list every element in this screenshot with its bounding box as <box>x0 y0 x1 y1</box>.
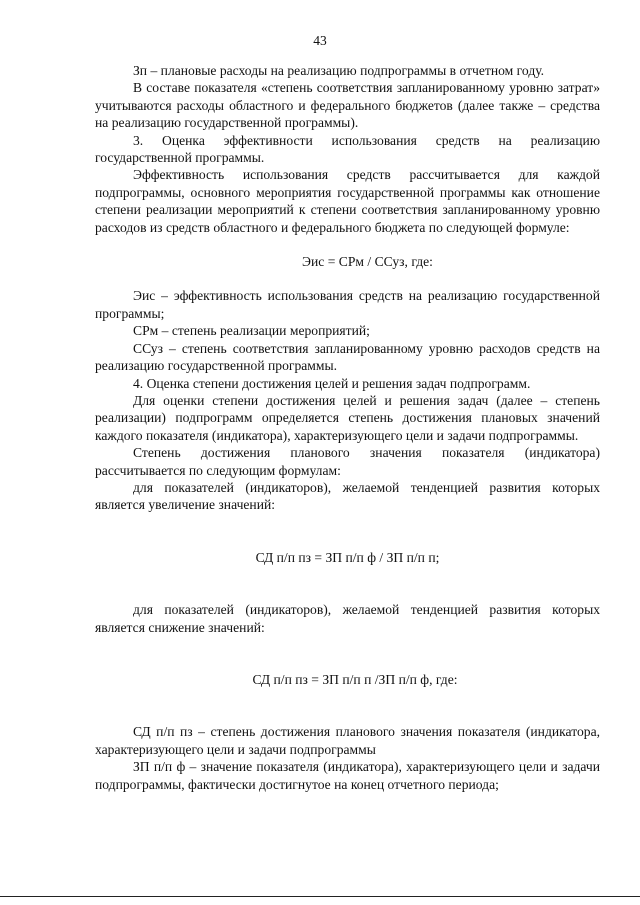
formula-decrease: СД п/п пз = ЗП п/п п /ЗП п/п ф, где: <box>252 671 458 687</box>
paragraph-section-4-heading: 4. Оценка степени достижения целей и решения задач подпрограмм. <box>133 375 531 391</box>
paragraph-decrease-case: для показателей (индикаторов), желаемой тенденцией развития которых является снижение значений: <box>95 602 600 635</box>
paragraph-formulas-intro: Степень достижения планового значения показателя (индикатора) рассчитывается по следующим формулам: <box>95 445 600 478</box>
page-number: 43 <box>313 33 327 48</box>
paragraph-planned-expenses: Зп – плановые расходы на реализацию подпрограммы в отчетном году. <box>133 63 545 78</box>
bottom-rule <box>0 896 640 897</box>
paragraph-efficiency-definition: Эффективность использования средств рассчитывается для каждой подпрограммы, основного мероприятия государственной программы как отношение степени реализации мероприятий к степени соответствия запланированному уровню расходов из средств областного и федерального бюджета по следующей формуле: <box>95 167 600 235</box>
paragraph-eis-definition: Эис – эффективность использования средств на реализацию государственной программы; <box>95 288 600 321</box>
paragraph-ssuz-definition: ССуз – степень соответствия запланированному уровню расходов средств на реализацию государственной программы. <box>95 340 600 374</box>
paragraph-section-3-heading: 3. Оценка эффективности использования средств на реализацию государственной программы. <box>95 132 600 166</box>
formula-increase: СД п/п пз = ЗП п/п ф / ЗП п/п п; <box>255 549 440 565</box>
paragraph-sd-definition: СД п/п пз – степень достижения планового значения показателя (индикатора, характеризующего цели и задачи подпрограммы <box>95 724 600 757</box>
paragraph-increase-case: для показателей (индикаторов), желаемой тенденцией развития которых является увеличение значений: <box>95 479 600 513</box>
paragraph-zp-actual-definition: ЗП п/п ф – значение показателя (индикатора), характеризующего цели и задачи подпрограммы, фактически достигнутое на конец отчетного периода; <box>95 759 600 792</box>
paragraph-achievement-intro: Для оценки степени достижения целей и решения задач (далее – степень реализации) подпрограмм определяется степень достижения плановых значений каждого показателя (индикатора), характеризующего цели и задачи подпрограммы. <box>95 392 600 443</box>
paragraph-budget-composition: В составе показателя «степень соответствия запланированному уровню затрат» учитываются расходы областного и федерального бюджетов (далее также – средства на реализацию государственной программы). <box>95 80 600 131</box>
formula-efficiency: Эис = СРм / ССуз, где: <box>302 254 433 270</box>
paragraph-srm-definition: СРм – степень реализации мероприятий; <box>133 323 370 339</box>
document-body <box>95 62 600 793</box>
